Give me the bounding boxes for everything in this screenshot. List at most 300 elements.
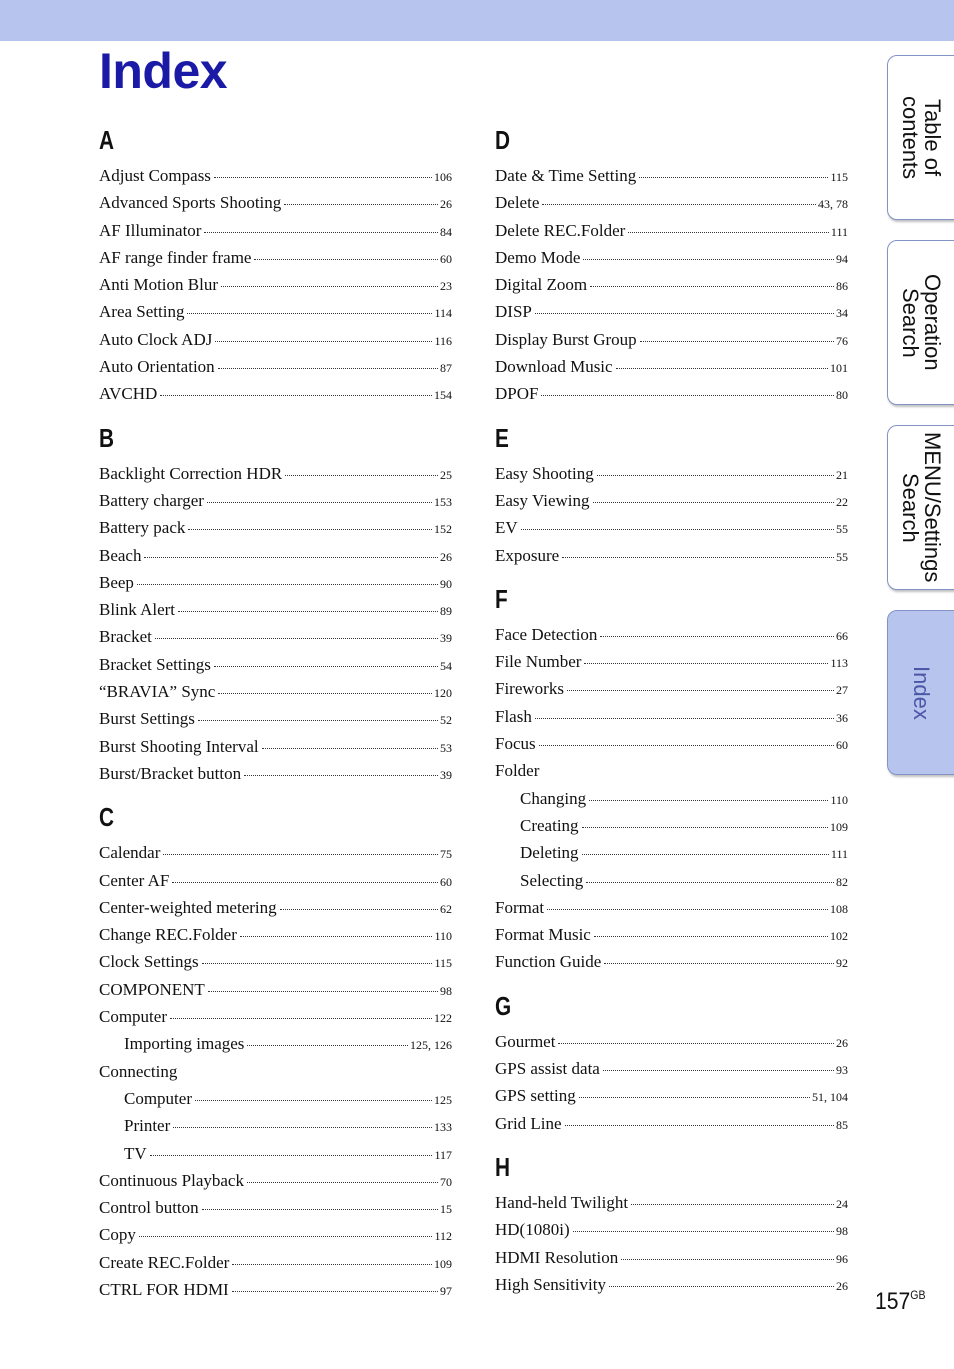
entry-label: Beep [99,572,134,592]
index-entry[interactable] [99,298,452,325]
dot-leader [187,313,432,314]
dot-leader [137,584,438,585]
index-subentry[interactable] [495,785,848,812]
entry-label: Gourmet [495,1031,556,1051]
entry-label: Delete REC.Folder [495,220,626,240]
entry-page-link[interactable]: 82 [836,874,848,889]
index-entry[interactable] [99,1194,452,1221]
entry-label: Backlight Correction HDR [99,463,283,483]
entry-page-link[interactable]: 36 [836,710,848,725]
index-subentry[interactable] [495,812,848,839]
index-entry[interactable] [99,678,452,705]
dot-leader [155,638,438,639]
entry-page-link[interactable]: 106 [434,170,452,184]
entry-label: Advanced Sports Shooting [99,193,282,213]
index-section-g [495,991,848,1137]
index-entry[interactable] [99,487,452,514]
index-subentry[interactable] [99,1085,452,1112]
entry-page-link[interactable]: 110 [434,929,452,944]
entry-page-link[interactable]: 97 [440,1283,452,1298]
entry-page-link[interactable]: 154 [434,388,452,403]
entry-label: Beach [99,545,142,565]
dot-leader [539,745,834,746]
index-entry[interactable] [99,217,452,244]
index-entry[interactable] [99,976,452,1003]
entry-label: High Sensitivity [495,1274,606,1294]
entry-label: Easy Viewing [495,490,590,510]
entry-label: “BRAVIA” Sync [99,682,216,702]
section-letter: F [495,583,508,614]
dot-leader [616,368,828,369]
index-entry [495,757,848,784]
entry-page-link[interactable]: 114 [434,306,452,321]
index-entry[interactable] [495,894,848,921]
entry-label: Bracket Settings [99,654,211,674]
entry-label: Download Music [495,357,613,377]
dot-leader [207,502,432,503]
entry-label: Delete [495,193,540,213]
index-entry[interactable] [99,651,452,678]
index-entry[interactable] [99,460,452,487]
index-entry[interactable] [495,730,848,757]
dot-leader [218,368,438,369]
dot-leader [609,1286,834,1287]
dot-leader [631,1204,834,1205]
entry-label: Computer [99,1007,167,1027]
entry-page-link[interactable]: 55 [836,522,848,537]
page-number-suffix: GB [910,1288,926,1302]
index-entry[interactable] [495,1244,848,1271]
entry-page-link[interactable]: 22 [836,494,848,509]
entry-page-link[interactable]: 70 [440,1174,452,1189]
index-section-d [495,125,848,408]
tab-label: MENU/Settings Search [898,432,945,583]
index-entry[interactable] [99,1167,452,1194]
entry-label: Area Setting [99,302,185,322]
dot-leader [582,854,829,855]
entry-page-link[interactable]: 120 [434,686,452,701]
index-entry[interactable] [495,542,848,569]
entry-page-link[interactable]: 90 [440,576,452,591]
index-entry[interactable] [99,569,452,596]
index-entry[interactable] [495,244,848,271]
entry-page-link[interactable]: 98 [440,983,452,998]
index-entry[interactable] [495,162,848,189]
index-section-c [99,802,452,1303]
dot-leader [579,1097,810,1098]
entry-page-link[interactable]: 112 [434,1229,452,1244]
entry-label: Burst Settings [99,709,195,729]
dot-leader [247,1045,408,1046]
entry-page-link[interactable]: 21 [836,467,848,482]
section-letter: B [99,422,115,453]
dot-leader [284,204,438,205]
index-subentry[interactable] [99,1140,452,1167]
dot-leader [232,1264,432,1265]
dot-leader [218,693,432,694]
entry-page-link[interactable]: 34 [836,306,848,321]
index-entry[interactable] [495,1216,848,1243]
index-entry[interactable] [495,353,848,380]
dot-leader [139,1236,433,1237]
entry-page-link[interactable]: 89 [440,604,452,619]
dot-leader [589,800,828,801]
entry-label: Calendar [99,843,161,863]
entry-page-link[interactable]: 43, 78 [818,197,848,212]
entry-page-link[interactable]: 108 [830,901,848,916]
entry-label: Adjust Compass [99,166,211,185]
section-letter: G [495,990,512,1021]
entry-label: AVCHD [99,384,158,404]
index-entry[interactable] [495,621,848,648]
index-entry[interactable] [495,460,848,487]
index-entry[interactable] [495,948,848,975]
entry-page-link[interactable]: 111 [830,224,848,239]
dot-leader [621,1259,834,1260]
entry-page-link[interactable]: 110 [830,792,848,807]
dot-leader [232,1291,438,1292]
entry-page-link[interactable]: 109 [434,1256,452,1271]
entry-label: Deleting [520,843,579,863]
entry-label: Format Music [495,925,591,945]
dot-leader [542,204,816,205]
dot-leader [215,341,432,342]
dot-leader [590,286,834,287]
section-letter: C [99,802,115,833]
entry-label: File Number [495,652,582,672]
entry-page-link[interactable]: 111 [830,847,848,862]
index-section-f [495,584,848,976]
entry-label: Folder [495,761,540,781]
entry-label: Changing [520,788,587,808]
entry-page-link[interactable]: 109 [830,819,848,834]
index-entry[interactable] [99,1221,452,1248]
dot-leader [565,1125,834,1126]
dot-leader [604,963,834,964]
entry-page-link[interactable]: 51, 104 [812,1090,848,1105]
dot-leader [202,963,433,964]
entry-page-link[interactable]: 153 [434,494,452,509]
index-entry[interactable] [495,1189,848,1216]
entry-page-link[interactable]: 66 [836,628,848,643]
entry-label: Control button [99,1198,199,1218]
entry-page-link[interactable]: 92 [836,956,848,971]
entry-label: AF range finder frame [99,247,252,267]
dot-leader [541,395,834,396]
tab-operation-search[interactable] [887,240,954,405]
index-entry[interactable] [495,298,848,325]
dot-leader [208,991,438,992]
page-title: Index [99,43,228,99]
entry-label: Copy [99,1225,136,1245]
dot-leader [628,232,829,233]
index-subentry[interactable] [99,1112,452,1139]
index-entry[interactable] [495,189,848,216]
index-entry[interactable] [99,380,452,407]
entry-label: Exposure [495,545,560,565]
tab-table-of-contents[interactable] [887,55,954,220]
dot-leader [221,286,438,287]
index-entry[interactable] [99,1249,452,1276]
dot-leader [247,1182,438,1183]
entry-page-link[interactable]: 86 [836,279,848,294]
dot-leader [144,557,438,558]
entry-label: Face Detection [495,624,598,644]
dot-leader [285,475,438,476]
dot-leader [584,663,828,664]
index-entry[interactable] [99,1003,452,1030]
page-number-value: 157 [875,1288,911,1315]
index-entry[interactable] [99,244,452,271]
dot-leader [573,1231,834,1232]
index-entry[interactable] [99,353,452,380]
index-entry[interactable] [495,703,848,730]
entry-page-link[interactable]: 115 [830,170,848,184]
dot-leader [204,232,438,233]
entry-label: Importing images [124,1034,245,1054]
entry-page-link[interactable]: 117 [434,1147,452,1162]
entry-page-link[interactable]: 75 [440,847,452,862]
dot-leader [178,611,438,612]
entry-label: Anti Motion Blur [99,275,219,295]
tab-label: Operation Search [898,274,945,371]
entry-page-link[interactable]: 60 [440,874,452,889]
index-entry[interactable] [99,1276,452,1303]
entry-page-link[interactable]: 93 [836,1063,848,1078]
entry-page-link[interactable]: 26 [836,1035,848,1050]
dot-leader [521,529,834,530]
dot-leader [202,1209,438,1210]
entry-label: Create REC.Folder [99,1252,230,1272]
dot-leader [198,720,438,721]
entry-label: GPS assist data [495,1059,600,1079]
index-entry[interactable] [495,648,848,675]
dot-leader [195,1100,432,1101]
dot-leader [586,882,834,883]
dot-leader [583,259,834,260]
dot-leader [582,827,828,828]
top-header-bar [0,0,954,41]
dot-leader [640,341,834,342]
dot-leader [639,177,828,178]
tab-menu-settings-search[interactable] [887,425,954,590]
dot-leader [150,1155,433,1156]
entry-label: Center AF [99,870,170,890]
entry-label: Flash [495,706,532,726]
entry-page-link[interactable]: 76 [836,333,848,348]
entry-label: AF Illuminator [99,220,202,240]
index-entry[interactable] [99,867,452,894]
entry-label: Change REC.Folder [99,925,237,945]
entry-label: Display Burst Group [495,329,637,349]
dot-leader [594,936,828,937]
entry-page-link[interactable]: 133 [434,1120,452,1135]
entry-page-link[interactable]: 87 [440,361,452,376]
index-entry[interactable] [495,271,848,298]
index-subentry[interactable] [495,867,848,894]
dot-leader [172,882,438,883]
entry-page-link[interactable]: 26 [836,1278,848,1293]
entry-label: Bracket [99,627,152,647]
dot-leader [188,529,432,530]
index-entry[interactable] [495,1028,848,1055]
dot-leader [163,854,438,855]
section-letter: A [99,125,115,155]
entry-label: HD(1080i) [495,1220,570,1240]
entry-page-link[interactable]: 60 [836,738,848,753]
entry-label: Connecting [99,1061,178,1081]
entry-page-link[interactable]: 96 [836,1251,848,1266]
entry-label: Hand-held Twilight [495,1192,629,1212]
entry-label: EV [495,518,518,538]
entry-page-link[interactable]: 39 [440,631,452,646]
entry-page-link[interactable]: 53 [440,740,452,755]
entry-label: Digital Zoom [495,275,588,295]
entry-label: HDMI Resolution [495,1247,619,1267]
index-entry[interactable] [99,839,452,866]
index-subentry[interactable] [99,1030,452,1057]
index-entry[interactable] [99,921,452,948]
page-number [875,1288,926,1316]
index-entry[interactable] [99,623,452,650]
entry-page-link[interactable]: 39 [440,767,452,782]
entry-label: Demo Mode [495,247,581,267]
entry-page-link[interactable]: 25 [440,467,452,482]
entry-page-link[interactable]: 27 [836,683,848,698]
entry-label: Easy Shooting [495,463,594,483]
entry-label: Blink Alert [99,600,176,620]
index-section-a [99,125,452,408]
dot-leader [170,1018,432,1019]
dot-leader [244,775,438,776]
tab-label: Table of contents [898,95,945,180]
index-entry[interactable] [99,705,452,732]
index-entry[interactable] [495,921,848,948]
index-entry[interactable] [495,1271,848,1298]
index-entry[interactable] [99,514,452,541]
entry-label: Burst Shooting Interval [99,736,259,756]
entry-label: Battery charger [99,490,204,510]
index-section-e [495,423,848,569]
entry-page-link[interactable]: 116 [434,333,452,348]
entry-page-link[interactable]: 26 [440,549,452,564]
entry-label: Computer [124,1088,192,1108]
entry-page-link[interactable]: 115 [434,956,452,971]
index-entry[interactable] [99,894,452,921]
entry-label: Fireworks [495,679,564,699]
entry-page-link[interactable]: 85 [836,1117,848,1132]
index-entry[interactable] [495,326,848,353]
index-entry[interactable] [99,596,452,623]
index-column-right [495,119,848,1313]
section-letter: E [495,422,509,453]
entry-page-link[interactable]: 55 [836,549,848,564]
dot-leader [240,936,433,937]
entry-page-link[interactable]: 54 [440,658,452,673]
entry-page-link[interactable]: 122 [434,1011,452,1026]
entry-page-link[interactable]: 23 [440,279,452,294]
entry-label: Center-weighted metering [99,897,277,917]
index-entry[interactable] [495,1082,848,1109]
entry-page-link[interactable]: 60 [440,251,452,266]
entry-label: Continuous Playback [99,1170,244,1190]
entry-label: Burst/Bracket button [99,763,242,783]
entry-label: GPS setting [495,1086,576,1106]
index-entry[interactable] [495,380,848,407]
index-column-left [99,119,452,1318]
entry-label: Selecting [520,870,584,890]
entry-page-link[interactable]: 15 [440,1202,452,1217]
index-entry[interactable] [495,1110,848,1137]
index-entry[interactable] [99,542,452,569]
index-entry[interactable] [495,514,848,541]
entry-page-link[interactable]: 84 [440,224,452,239]
index-entry[interactable] [99,271,452,298]
entry-label: Creating [520,815,579,835]
index-entry[interactable] [99,326,452,353]
tab-index[interactable] [887,610,954,775]
entry-label: Focus [495,734,536,754]
dot-leader [262,748,438,749]
entry-page-link[interactable]: 94 [836,251,848,266]
index-entry [99,1058,452,1085]
entry-page-link[interactable]: 152 [434,522,452,537]
entry-label: Date & Time Setting [495,166,637,185]
entry-label: Format [495,897,545,917]
entry-page-link[interactable]: 125 [434,1092,452,1107]
dot-leader [600,636,834,637]
dot-leader [567,690,834,691]
entry-label: CTRL FOR HDMI [99,1279,229,1299]
index-entry[interactable] [99,162,452,189]
entry-label: Function Guide [495,952,602,972]
entry-page-link[interactable]: 80 [836,388,848,403]
index-entry[interactable] [99,760,452,787]
entry-page-link[interactable]: 52 [440,713,452,728]
dot-leader [547,909,828,910]
entry-page-link[interactable]: 98 [836,1224,848,1239]
entry-label: Clock Settings [99,952,199,972]
entry-label: Grid Line [495,1113,562,1133]
entry-page-link[interactable]: 26 [440,197,452,212]
entry-label: DPOF [495,384,539,404]
entry-page-link[interactable]: 24 [836,1196,848,1211]
entry-label: COMPONENT [99,979,205,999]
index-section-h [495,1152,848,1298]
index-entry[interactable] [495,487,848,514]
index-entry[interactable] [495,1055,848,1082]
index-subentry[interactable] [495,839,848,866]
entry-page-link[interactable]: 113 [830,656,848,671]
entry-label: Battery pack [99,518,186,538]
entry-label: Auto Clock ADJ [99,329,213,349]
index-entry[interactable] [495,217,848,244]
index-entry[interactable] [99,733,452,760]
index-entry[interactable] [99,948,452,975]
dot-leader [214,666,438,667]
entry-page-link[interactable]: 125, 126 [410,1038,452,1053]
tab-label: Index [909,665,934,720]
entry-page-link[interactable]: 62 [440,901,452,916]
entry-page-link[interactable]: 101 [830,361,848,376]
entry-label: Auto Orientation [99,357,215,377]
dot-leader [280,909,438,910]
index-entry[interactable] [99,189,452,216]
index-entry[interactable] [495,675,848,702]
dot-leader [173,1127,432,1128]
entry-page-link[interactable]: 102 [830,929,848,944]
dot-leader [535,718,834,719]
